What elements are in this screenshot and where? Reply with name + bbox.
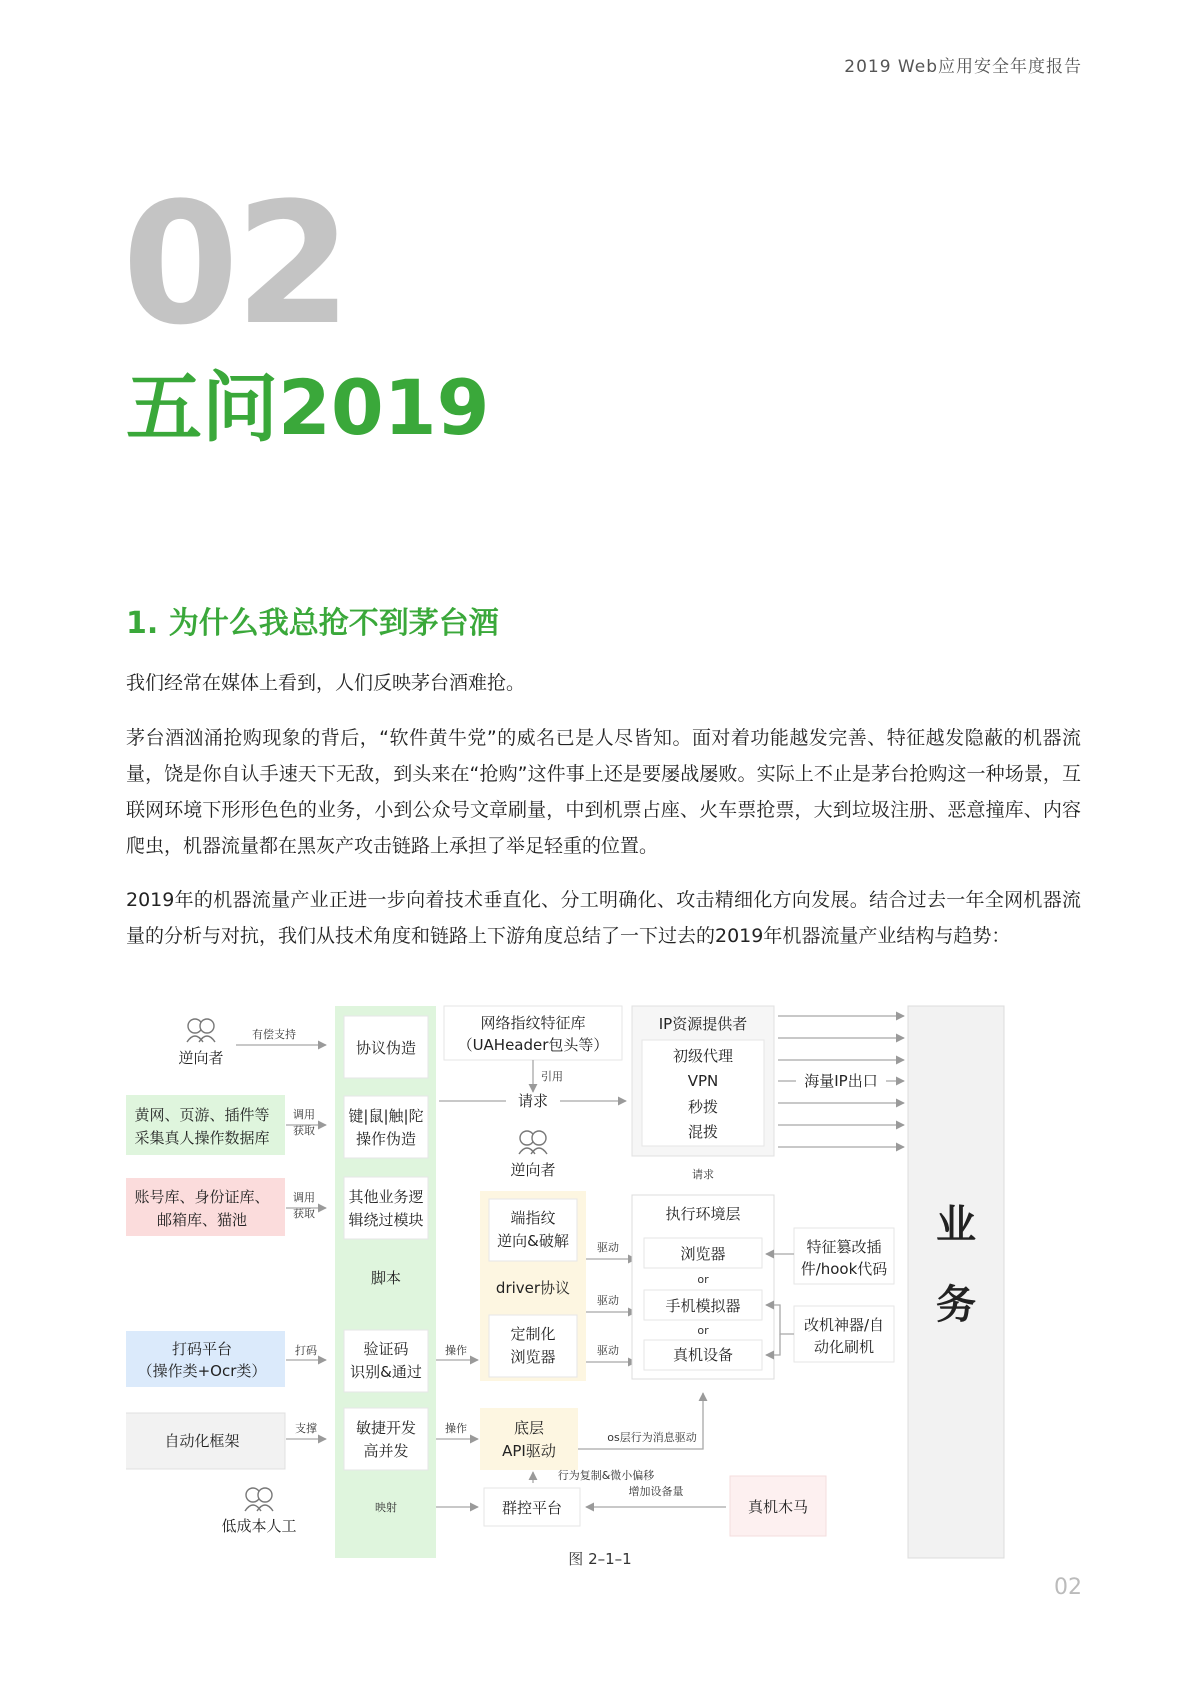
captcha-platform-line2: （操作类+Ocr类） (137, 1362, 267, 1380)
agile-line1: 敏捷开发 (355, 1419, 417, 1437)
real-trojan-label: 真机木马 (747, 1498, 809, 1516)
page-number: 02 (1054, 1575, 1082, 1600)
feature-tamper-line2: 件/hook代码 (800, 1260, 888, 1278)
low-api-line1: 底层 (513, 1419, 545, 1437)
person-icon (245, 1488, 273, 1511)
os-drive-label: os层行为消息驱动 (607, 1431, 697, 1444)
captcha-platform-line1: 打码平台 (171, 1340, 233, 1358)
source-1-line2: 采集真人操作数据库 (134, 1129, 270, 1147)
report-header: 2019 Web应用安全年度报告 (844, 57, 1082, 77)
call-fetch-1-a: 调用 (293, 1108, 315, 1121)
paragraph-3: 2019年的机器流量产业正进一步向着技术垂直化、分工明确化、攻击精细化方向发展。结合过去一年全网机器流量的分析与对抗，我们从技术角度和链路上下游角度总结了一下过去的2019年机器流量产业结构与趋势： (126, 889, 1081, 947)
captcha-action-label: 打码 (295, 1344, 317, 1357)
massive-ip-label: 海量IP出口 (804, 1072, 878, 1090)
ip-provider-label: IP资源提供者 (658, 1015, 748, 1033)
person-icon (519, 1131, 547, 1154)
reverse-engineer-label: 逆向者 (178, 1049, 224, 1067)
custom-browser-line1: 定制化 (510, 1325, 556, 1343)
bypass-line1: 其他业务逻 (348, 1188, 424, 1206)
ip-item-label: 初级代理 (672, 1047, 734, 1065)
support-action-label: 支撑 (295, 1422, 317, 1435)
group-control-label: 群控平台 (501, 1499, 563, 1517)
mapping-label: 映射 (375, 1501, 397, 1514)
reference-label: 引用 (541, 1070, 563, 1083)
business-label-1: 业 (936, 1202, 976, 1248)
industry-structure-diagram (126, 998, 1086, 1598)
fingerprint-db-line2: （UAHeader包头等） (457, 1036, 609, 1054)
chapter-title: 五问2019 (126, 363, 490, 452)
request-2-label: 请求 (692, 1168, 714, 1181)
drive-2-label: 驱动 (597, 1294, 619, 1307)
modder-line1: 改机神器/自 (803, 1316, 885, 1334)
drive-1-label: 驱动 (597, 1241, 619, 1254)
ip-item-label: 秒拨 (687, 1098, 719, 1116)
fp-reverse-line1: 端指纹 (510, 1209, 556, 1227)
add-devices-label: 增加设备量 (628, 1485, 684, 1498)
operate-1-label: 操作 (445, 1344, 467, 1357)
or-label: or (697, 1324, 709, 1337)
behavior-copy-label: 行为复制&微小偏移 (557, 1469, 655, 1482)
call-fetch-2-b: 获取 (293, 1207, 315, 1220)
input-forgery-line1: 键|鼠|触|陀 (348, 1107, 424, 1125)
driver-protocol-label: driver协议 (495, 1279, 571, 1297)
script-label: 脚本 (370, 1269, 402, 1287)
low-api-box (480, 1408, 578, 1470)
request-label: 请求 (517, 1092, 549, 1110)
browser-label: 浏览器 (680, 1245, 726, 1263)
bypass-line2: 辑绕过模块 (348, 1211, 424, 1229)
modder-line2: 动化刷机 (813, 1338, 875, 1356)
chapter-number: 02 (122, 166, 348, 362)
section-title: 1. 为什么我总抢不到茅台酒 (126, 606, 499, 641)
fp-reverse-line2: 逆向&破解 (497, 1232, 569, 1250)
paragraph-1: 我们经常在媒体上看到，人们反映茅台酒难抢。 (126, 672, 526, 694)
captcha-line1: 验证码 (363, 1340, 409, 1358)
business-label-2: 务 (936, 1282, 976, 1328)
real-device-label: 真机设备 (672, 1346, 734, 1364)
protocol-forgery-label: 协议伪造 (355, 1039, 417, 1057)
feature-tamper-line1: 特征篡改插 (806, 1238, 882, 1256)
or-label: or (697, 1273, 709, 1286)
drive-3-label: 驱动 (597, 1344, 619, 1357)
call-fetch-1-b: 获取 (293, 1124, 315, 1137)
fingerprint-db-line1: 网络指纹特征库 (480, 1014, 586, 1032)
captcha-line2: 识别&通过 (350, 1363, 422, 1381)
reverse-engineer-2-label: 逆向者 (510, 1161, 556, 1179)
input-forgery-line2: 操作伪造 (355, 1130, 417, 1148)
exec-env-label: 执行环境层 (665, 1205, 741, 1223)
low-api-line2: API驱动 (502, 1442, 556, 1460)
call-fetch-2-a: 调用 (293, 1191, 315, 1204)
operate-2-label: 操作 (445, 1422, 467, 1435)
custom-browser-line2: 浏览器 (510, 1348, 556, 1366)
emulator-label: 手机模拟器 (665, 1297, 741, 1315)
paid-support-label: 有偿支持 (252, 1028, 296, 1041)
source-2-line2: 邮箱库、猫池 (156, 1211, 248, 1229)
person-icon (187, 1019, 215, 1042)
automation-framework-label: 自动化框架 (164, 1432, 240, 1450)
paragraph-2: 茅台酒汹涌抢购现象的背后，“软件黄牛党”的威名已是人尽皆知。面对着功能越发完善、特征越发隐蔽的机器流量，饶是你自认手速天下无敌，到头来在“抢购”这件事上还是要屡战屡败。实际上不止是茅台抢购这一种场景，互联网环境下形形色色的业务，小到公众号文章刷量，中到机票占座、火车票抢票，大到垃圾注册、恶意撞库、内容爬虫，机器流量都在黑灰产攻击链路上承担了举足轻重的位置。 (126, 727, 1081, 857)
low-cost-labor-label: 低成本人工 (221, 1517, 297, 1535)
figure-caption: 图 2–1–1 (568, 1550, 632, 1568)
source-1-line1: 黄网、页游、插件等 (134, 1106, 270, 1124)
agile-line2: 高并发 (363, 1442, 409, 1460)
ip-item-label: 混拨 (687, 1123, 719, 1141)
source-2-line1: 账号库、身份证库、 (134, 1188, 270, 1206)
ip-item-label: VPN (687, 1072, 719, 1090)
